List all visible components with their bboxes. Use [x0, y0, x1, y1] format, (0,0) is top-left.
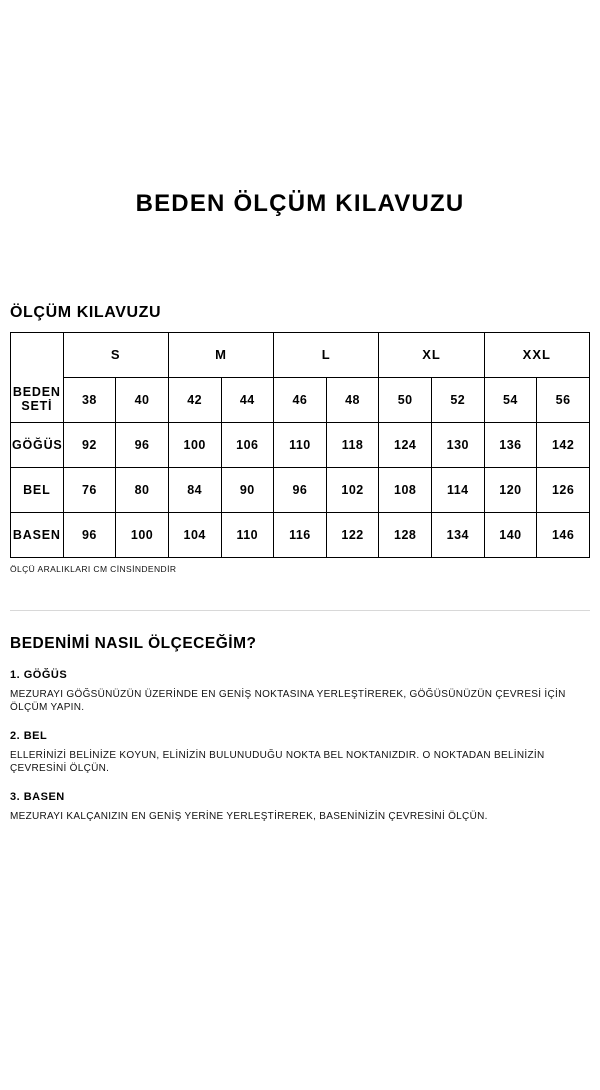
- measure-cell: 90: [221, 467, 274, 512]
- table-row: [11, 467, 590, 512]
- divider: [10, 610, 590, 611]
- step-heading-gogus: 1. GÖĞÜS: [10, 668, 68, 681]
- measure-cell: 140: [484, 512, 537, 557]
- row-label-beden-seti: BEDEN SETİ: [11, 377, 64, 422]
- measure-cell: 118: [326, 422, 379, 467]
- size-cell: 52: [432, 377, 485, 422]
- measure-cell: 96: [63, 512, 116, 557]
- howto-step: [10, 669, 590, 714]
- size-cell: 56: [537, 377, 590, 422]
- size-cell: 46: [274, 377, 327, 422]
- measure-cell: 96: [116, 422, 169, 467]
- measure-cell: 114: [432, 467, 485, 512]
- table-row-group-headers: [11, 333, 590, 378]
- size-guide-page: [0, 190, 600, 1090]
- group-header-xl: XL: [379, 333, 484, 378]
- size-cell: 48: [326, 377, 379, 422]
- size-cell: 40: [116, 377, 169, 422]
- page-title: BEDEN ÖLÇÜM KILAVUZU: [135, 190, 465, 217]
- size-cell: 50: [379, 377, 432, 422]
- measure-cell: 100: [116, 512, 169, 557]
- measurement-guide-heading: ÖLÇÜM KILAVUZU: [10, 304, 162, 321]
- measure-cell: 130: [432, 422, 485, 467]
- row-label-gogus: GÖĞÜS: [11, 422, 64, 467]
- measure-cell: 120: [484, 467, 537, 512]
- size-table: [10, 332, 590, 558]
- measure-cell: 134: [432, 512, 485, 557]
- howto-step: [10, 730, 590, 775]
- measure-cell: 96: [274, 467, 327, 512]
- measure-cell: 76: [63, 467, 116, 512]
- measure-cell: 124: [379, 422, 432, 467]
- measure-cell: 128: [379, 512, 432, 557]
- step-text-bel: ELLERİNİZİ BELİNİZE KOYUN, ELİNİZİN BULUNUDUĞU NOKTA BEL NOKTANIZDIR. O NOKTADAN BELİNİZİN ÇEVRESİNİ ÖLÇÜN.: [10, 749, 545, 774]
- measure-cell: 104: [168, 512, 221, 557]
- measure-cell: 116: [274, 512, 327, 557]
- step-heading-bel: 2. BEL: [10, 729, 48, 742]
- table-row-sizes: [11, 377, 590, 422]
- measure-cell: 102: [326, 467, 379, 512]
- measure-cell: 110: [274, 422, 327, 467]
- row-label-bel: BEL: [11, 467, 64, 512]
- measure-cell: 122: [326, 512, 379, 557]
- size-cell: 44: [221, 377, 274, 422]
- group-header-l: L: [274, 333, 379, 378]
- measure-cell: 110: [221, 512, 274, 557]
- measure-cell: 106: [221, 422, 274, 467]
- measure-cell: 142: [537, 422, 590, 467]
- row-label-basen: BASEN: [11, 512, 64, 557]
- measure-cell: 108: [379, 467, 432, 512]
- size-cell: 54: [484, 377, 537, 422]
- table-note: ÖLÇÜ ARALIKLARI CM CİNSİNDENDİR: [10, 563, 177, 574]
- measure-cell: 84: [168, 467, 221, 512]
- group-header-s: S: [63, 333, 168, 378]
- step-heading-basen: 3. BASEN: [10, 790, 65, 803]
- measure-cell: 136: [484, 422, 537, 467]
- measure-cell: 80: [116, 467, 169, 512]
- measure-cell: 100: [168, 422, 221, 467]
- table-row: [11, 512, 590, 557]
- measure-cell: 146: [537, 512, 590, 557]
- step-text-basen: MEZURAYI KALÇANIZIN EN GENİŞ YERİNE YERLEŞTİREREK, BASENİNİZİN ÇEVRESİNİ ÖLÇÜN.: [10, 810, 488, 822]
- table-corner-cell: [11, 333, 64, 378]
- table-row: [11, 422, 590, 467]
- size-cell: 42: [168, 377, 221, 422]
- howto-heading: BEDENİMİ NASIL ÖLÇECEĞİM?: [10, 634, 257, 652]
- group-header-m: M: [168, 333, 273, 378]
- step-text-gogus: MEZURAYI GÖĞSÜNÜZÜN ÜZERİNDE EN GENİŞ NOKTASINA YERLEŞTİREREK, GÖĞÜSÜNÜZÜN ÇEVRESİ İÇİN ÖLÇÜM YAPIN.: [10, 688, 566, 713]
- measure-cell: 92: [63, 422, 116, 467]
- group-header-xxl: XXL: [484, 333, 589, 378]
- size-cell: 38: [63, 377, 116, 422]
- measure-cell: 126: [537, 467, 590, 512]
- howto-step: [10, 791, 590, 823]
